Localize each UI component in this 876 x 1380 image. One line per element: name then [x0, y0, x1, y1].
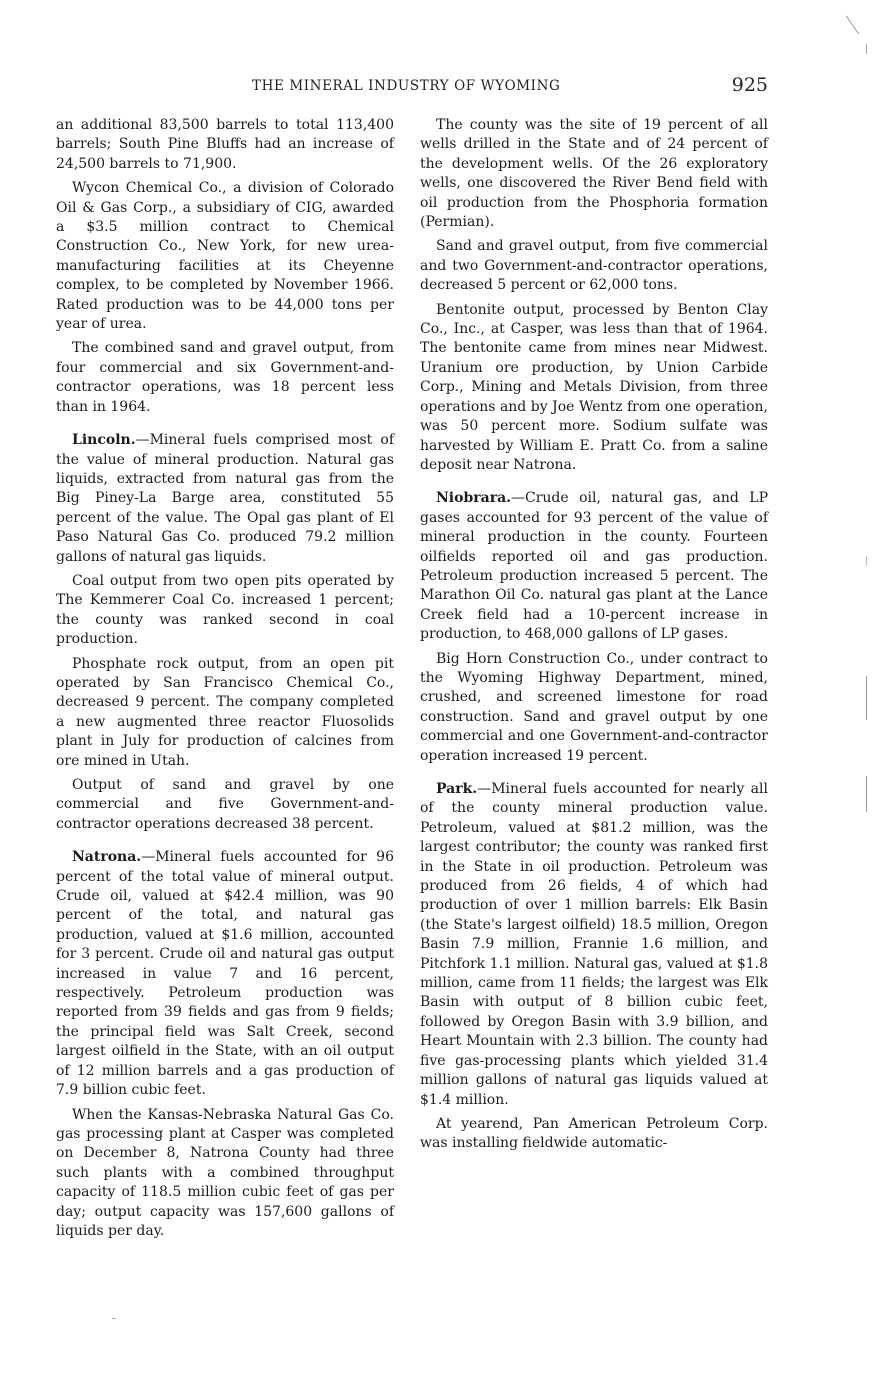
paragraph: At yearend, Pan American Petroleum Corp. was installing fieldwide automatic-: [420, 1115, 768, 1152]
left-column: [56, 116, 394, 1246]
paragraph: The combined sand and gravel output, from four commercial and six Government-and-contractor operations, was 18 percent less than in 1964.: [56, 340, 394, 415]
scan-mark: [866, 776, 867, 812]
paragraph: Phosphate rock output, from an open pit operated by San Francisco Chemical Co., decreased 9 percent. The company completed a new augmented three reactor Fluosolids plant in July for production of calcines from ore mined in Utah.: [56, 655, 394, 769]
section-heading-park: Park.: [436, 781, 478, 797]
paragraph: an additional 83,500 barrels to total 113,400 barrels; South Pine Bluffs had an increase of 24,500 barrels to 71,900.: [56, 117, 394, 172]
section-heading-niobrara: Niobrara.: [436, 490, 512, 507]
paragraph: Coal output from two open pits operated by The Kemmerer Coal Co. increased 1 percent; the county was ranked second in coal production.: [56, 572, 394, 648]
paragraph: When the Kansas-Nebraska Natural Gas Co. gas processing plant at Casper was completed on December 8, Natrona County had three such plants with a combined throughput capacity of 118.5 million cubic feet of gas per day; output capacity was 157,600 gallons of liquids per day.: [56, 1106, 394, 1239]
paragraph: Wycon Chemical Co., a division of Colorado Oil & Gas Corp., a subsidiary of CIG, awarded a $3.5 million contract to Chemical Construction Co., New York, for new urea-manufacturing facilities at its Cheyenne complex, to be completed by November 1966. Rated production was to be 44,000 tons per year of urea.: [56, 180, 394, 333]
paragraph: Big Horn Construction Co., under contract to the Wyoming Highway Department, mined, crushed, and screened limestone for road construction. Sand and gravel output by one commercial and one Government-and-contractor operation increased 19 percent.: [420, 650, 768, 764]
section-lincoln: [56, 431, 394, 567]
page-number: 925: [731, 74, 768, 96]
running-title: THE MINERAL INDUSTRY OF WYOMING: [252, 78, 561, 94]
paragraph-text: —Mineral fuels comprised most of the value of mineral production. Natural gas liquids, extracted from natural gas from the Big Piney-La Barge area, constituted 55 percent of the value. The Opal gas plant of El Paso Natural Gas Co. produced 79.2 million gallons of natural gas liquids.: [56, 432, 394, 565]
paragraph: Sand and gravel output, from five commercial and two Government-and-contractor operations, decreased 5 percent or 62,000 tons.: [420, 238, 768, 294]
scan-mark: [866, 676, 867, 720]
section-heading-lincoln: Lincoln.: [72, 432, 136, 449]
section-natrona: [56, 848, 394, 1100]
scan-mark: [866, 44, 867, 54]
section-heading-natrona: Natrona.: [72, 849, 142, 866]
section-niobrara: [420, 489, 768, 644]
page-header: [56, 74, 772, 100]
paragraph-text: —Mineral fuels accounted for 96 percent of the total value of mineral output. Crude oil, valued at $42.4 million, was 90 percent of the total, and natural gas production, valued at $1.6 million, accounted for 3 percent. Crude oil and natural gas output increased in value 7 and 16 percent, respectively. Petroleum production was reported from 39 fields and gas from 9 fields; the principal field was Salt Creek, second largest oilfield in the State, with an oil output of 12 million barrels and a gas production of 7.9 billion cubic feet.: [56, 849, 394, 1099]
paragraph: Output of sand and gravel by one commercial and five Government-and-contractor operations decreased 38 percent.: [56, 777, 394, 832]
paragraph: Bentonite output, processed by Benton Clay Co., Inc., at Casper, was less than that of 1964. The bentonite came from mines near Midwest. Uranium ore production, by Union Carbide Corp., Mining and Metals Division, from three operations and by Joe Wentz from one operation, was 50 percent more. Sodium sulfate was harvested by William E. Pratt Co. from a saline deposit near Natrona.: [420, 301, 768, 473]
paragraph-text: —Crude oil, natural gas, and LP gases accounted for 93 percent of the value of mineral production in the county. Fourteen oilfields reported oil and gas production. Petroleum production increased 5 percent. The Marathon Oil Co. natural gas plant at the Lance Creek field had a 10-percent increase in production, to 468,000 gallons of LP gases.: [420, 490, 768, 643]
scan-mark: [866, 556, 867, 566]
paragraph-text: —Mineral fuels accounted for nearly all of the county mineral production value. Petroleum, valued at $81.2 million, was the largest contributor; the county was ranked first in the State in oil production. Petroleum was produced from 26 fields, 4 of which had production of over 1 million barrels: Elk Basin (the State's largest oilfield) 18.5 million, Oregon Basin 7.9 million, Frannie 1.6 million, and Pitchfork 1.1 million. Natural gas, valued at $1.8 million, came from 11 fields; the largest was Elk Basin with output of 8 billion cubic feet, followed by Oregon Basin with 3.9 billion, and Heart Mountain with 2.3 billion. The county had five gas-processing plants which yielded 31.4 million gallons of natural gas liquids valued at $1.4 million.: [420, 781, 768, 1108]
paragraph: The county was the site of 19 percent of all wells drilled in the State and of 24 percent of the development wells. Of the 26 exploratory wells, one discovered the River Bend field with oil production from the Phosphoria formation (Permian).: [420, 117, 768, 231]
scan-mark: [112, 1318, 116, 1319]
scan-mark: [846, 16, 859, 35]
section-park: [420, 780, 768, 1110]
right-column: [420, 116, 768, 1159]
